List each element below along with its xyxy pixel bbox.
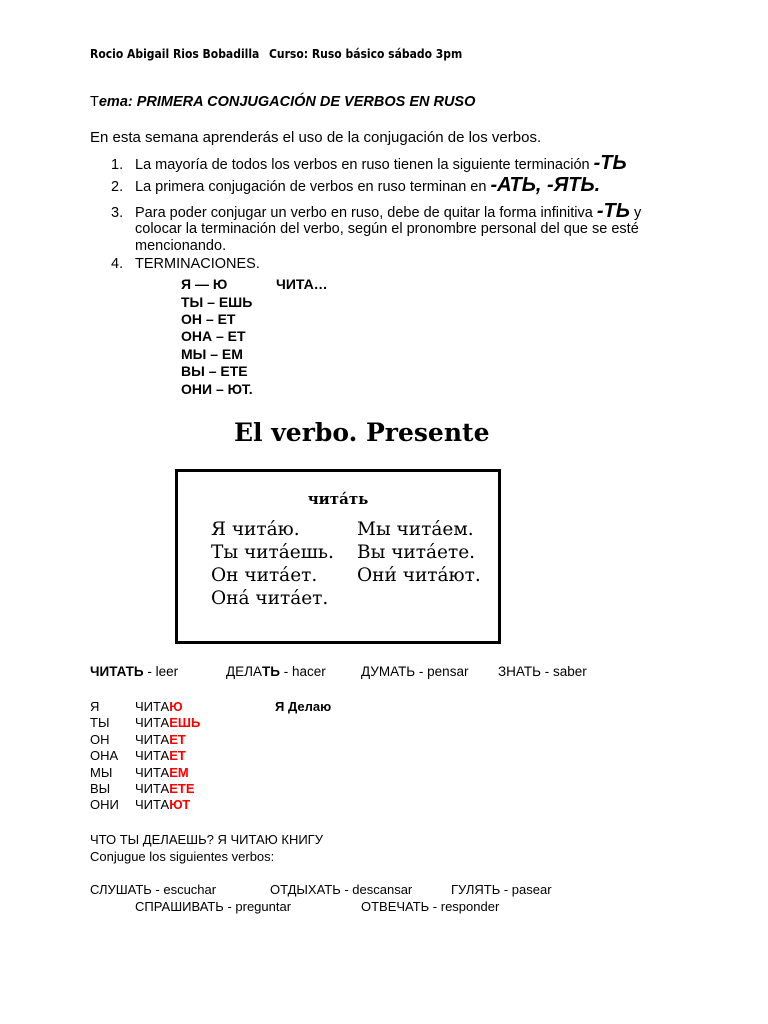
list-item-2-text: La primera conjugación de verbos en ruso terminan en (135, 179, 491, 195)
conj-row-vy: ЧИТАЕТЕ (135, 781, 195, 796)
list-item-3-line2: colocar la terminación del verbo, según el pronombre personal del que se esté (135, 221, 639, 237)
conj-row-ya: ЧИТАЮ (135, 699, 183, 714)
book-title: El verbo. Presente (234, 418, 490, 447)
intro-text: En esta semana aprenderás el uso de la conjugación de los verbos. (90, 129, 542, 146)
verb-chitat: ЧИТАТЬ - leer (90, 664, 179, 679)
termination-vy: ВЫ – ЕТЕ (181, 363, 248, 379)
list-item-3-text: Para poder conjugar un verbo en ruso, debe de quitar la forma infinitiva (135, 205, 597, 221)
exercise-instruction: Conjugue los siguientes verbos: (90, 849, 275, 864)
conj-row-oni: ЧИТАЮТ (135, 797, 191, 812)
conj-row-ona: ЧИТАЕТ (135, 748, 186, 763)
pronoun-on: ОН (90, 732, 110, 747)
ending-ona: ЕТ (169, 748, 186, 763)
book-conjugation-box (175, 469, 501, 644)
topic-title-initial: T (90, 94, 99, 110)
list-item-2-ending: -АТЬ, -ЯТЬ. (490, 174, 601, 196)
termination-ty: ТЫ – ЕШЬ (181, 294, 253, 310)
student-name: Rocio Abigail Rios Bobadilla (90, 47, 260, 61)
pronoun-oni: ОНИ (90, 797, 119, 812)
book-conj-left-2: Ты читáешь. (211, 542, 334, 563)
book-conj-right-1: Мы читáем. (357, 519, 474, 540)
verb-znat: ЗНАТЬ - saber (498, 664, 587, 679)
example-question: ЧТО ТЫ ДЕЛАЕШЬ? Я ЧИТАЮ КНИГУ (90, 832, 323, 847)
pronoun-my: МЫ (90, 765, 113, 780)
termination-ya: Я — Ю (181, 276, 228, 292)
list-item-4: 4. TERMINACIONES. (111, 256, 260, 272)
example-ya-delayu: Я Делаю (275, 699, 332, 714)
exercise-verb-otdykhat: ОТДЫХАТЬ - descansar (270, 882, 413, 897)
list-item-1-text: La mayoría de todos los verbos en ruso tienen la siguiente terminación (135, 157, 594, 173)
book-conj-right-3: Они́ читáют. (357, 565, 481, 586)
book-conj-left-3: Он читáет. (211, 565, 318, 586)
list-item-1: 1. La mayoría de todos los verbos en ruso tienen la siguiente terminación -ТЬ (111, 152, 627, 174)
list-item-4-text: TERMINACIONES. (135, 256, 260, 272)
conj-row-my: ЧИТАЕМ (135, 765, 189, 780)
book-conj-right-2: Вы читáете. (357, 542, 476, 563)
conj-row-ty: ЧИТАЕШЬ (135, 715, 201, 730)
termination-oni: ОНИ – ЮТ. (181, 381, 253, 397)
list-item-3-ending: -ТЬ (596, 200, 630, 222)
ending-my: ЕМ (169, 765, 189, 780)
ending-vy: ЕТЕ (169, 781, 195, 796)
pronoun-ya: Я (90, 699, 100, 714)
list-item-3-line3: mencionando. (135, 238, 227, 254)
list-item-1-ending: -ТЬ (593, 152, 627, 174)
topic-title-rest: ema: PRIMERA CONJUGACIÓN DE VERBOS EN RUSO (98, 94, 476, 110)
book-conj-left-1: Я читáю. (211, 519, 300, 540)
ending-oni: ЮТ (169, 797, 191, 812)
termination-my: МЫ – ЕМ (181, 346, 243, 362)
topic-title (90, 94, 475, 110)
exercise-verb-slushat: СЛУШАТЬ - escuchar (90, 882, 217, 897)
termination-on: ОН – ЕТ (181, 311, 236, 327)
ending-on: ЕТ (169, 732, 186, 747)
exercise-verb-gulyat: ГУЛЯТЬ - pasear (451, 882, 552, 897)
chita-hint: ЧИТА… (276, 276, 328, 292)
ending-ya: Ю (169, 699, 183, 714)
pronoun-ona: ОНА (90, 748, 119, 763)
exercise-verb-otvechat: ОТВЕЧАТЬ - responder (361, 899, 500, 914)
verb-dumat: ДУМАТЬ - pensar (361, 664, 469, 679)
termination-ona: ОНА – ЕТ (181, 328, 246, 344)
list-item-2: 2. La primera conjugación de verbos en ruso terminan en -АТЬ, -ЯТЬ. (111, 174, 601, 196)
list-item-3: 3. Para poder conjugar un verbo en ruso, debe de quitar la forma infinitiva -ТЬ y (111, 200, 642, 222)
exercise-verb-sprashivat: СПРАШИВАТЬ - preguntar (135, 899, 292, 914)
ending-ty: ЕШЬ (169, 715, 201, 730)
pronoun-ty: ТЫ (90, 715, 110, 730)
book-verb: читáть (307, 490, 369, 508)
book-conj-left-4: Онá читáет. (211, 588, 329, 609)
verb-delat: ДЕЛАТЬ - hacer (226, 664, 326, 679)
pronoun-vy: ВЫ (90, 781, 111, 796)
course-label: Curso: Ruso básico sábado 3pm (269, 47, 463, 61)
conj-row-on: ЧИТАЕТ (135, 732, 186, 747)
